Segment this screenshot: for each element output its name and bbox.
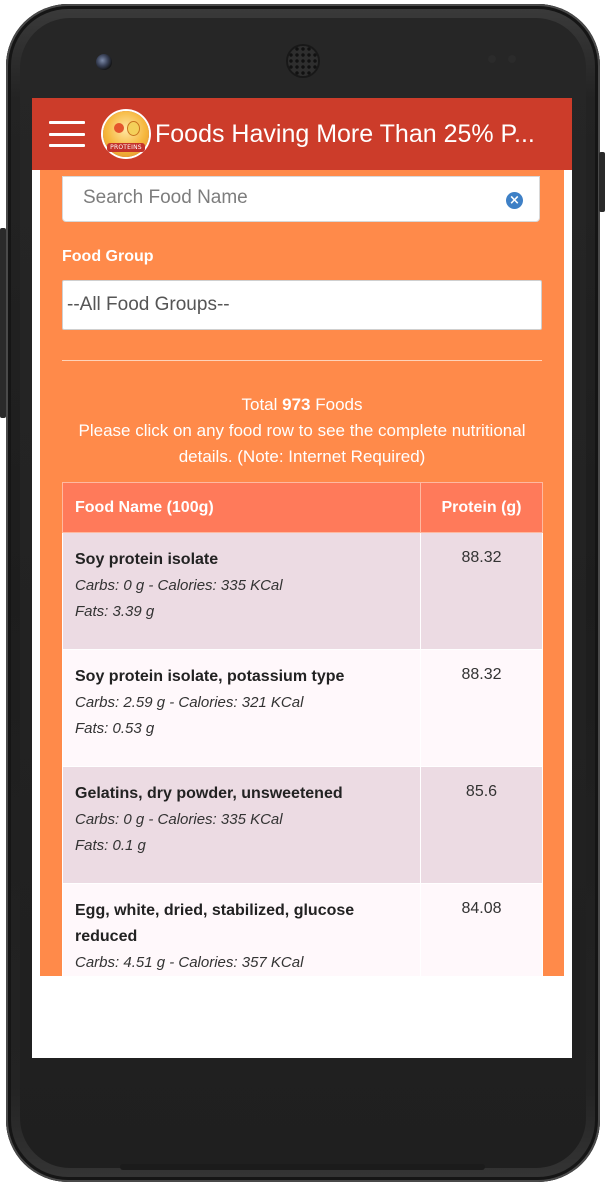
light-sensor-icon bbox=[508, 55, 516, 63]
header-food-name[interactable]: Food Name (100g) bbox=[63, 483, 421, 533]
speaker-grille-icon bbox=[288, 46, 318, 76]
food-group-label: Food Group bbox=[62, 248, 154, 265]
protein-value: 84.08 bbox=[461, 900, 502, 917]
protein-cell[interactable] bbox=[421, 650, 543, 767]
food-table bbox=[62, 482, 543, 976]
total-prefix: Total bbox=[241, 395, 283, 414]
food-group-selected: --All Food Groups-- bbox=[67, 294, 230, 315]
proximity-sensor-icon bbox=[488, 55, 496, 63]
search-input[interactable] bbox=[62, 176, 540, 222]
table-row[interactable] bbox=[63, 533, 543, 650]
instruction-note: Please click on any food row to see the complete nutritional details. (Note: Internet Required) bbox=[78, 421, 526, 466]
phone-bottom-edge bbox=[120, 1164, 485, 1170]
search-placeholder: Search Food Name bbox=[83, 187, 248, 208]
clear-search-icon[interactable]: × bbox=[506, 192, 523, 209]
food-name: Soy protein isolate, potassium type bbox=[75, 668, 345, 685]
protein-cell[interactable] bbox=[421, 533, 543, 650]
food-cell[interactable] bbox=[63, 533, 421, 650]
food-carbs-calories: Carbs: 2.59 g - Calories: 321 KCal bbox=[75, 694, 304, 711]
proteins-logo-icon bbox=[103, 111, 149, 157]
food-group-select[interactable] bbox=[62, 280, 542, 330]
food-cell[interactable] bbox=[63, 767, 421, 884]
logo-text: PROTEINS bbox=[107, 143, 145, 152]
table-row[interactable] bbox=[63, 767, 543, 884]
food-carbs-calories: Carbs: 0 g - Calories: 335 KCal bbox=[75, 577, 283, 594]
food-cell[interactable] bbox=[63, 884, 421, 977]
food-name: Soy protein isolate bbox=[75, 551, 219, 568]
protein-cell[interactable] bbox=[421, 767, 543, 884]
protein-value: 88.32 bbox=[461, 549, 502, 566]
food-name: Egg, white, dried, stabilized, glucose reduced bbox=[75, 902, 355, 945]
table-header-row bbox=[63, 483, 543, 533]
protein-cell[interactable] bbox=[421, 884, 543, 977]
divider bbox=[62, 360, 542, 361]
hamburger-menu-icon[interactable] bbox=[49, 121, 85, 147]
app-bar bbox=[32, 98, 572, 170]
app-screen bbox=[32, 98, 572, 1058]
header-protein[interactable]: Protein (g) bbox=[421, 483, 543, 533]
food-carbs-calories: Carbs: 4.51 g - Calories: 357 KCal bbox=[75, 954, 304, 971]
volume-button bbox=[0, 228, 6, 418]
main-content bbox=[40, 170, 564, 976]
total-count: 973 bbox=[282, 395, 311, 414]
food-fats: Fats: 0.53 g bbox=[75, 720, 155, 737]
food-fats: Fats: 3.39 g bbox=[75, 603, 155, 620]
food-fats: Fats: 0.1 g bbox=[75, 837, 146, 854]
power-button bbox=[599, 152, 605, 212]
total-foods-line bbox=[40, 392, 564, 418]
front-camera-icon bbox=[96, 54, 112, 70]
food-carbs-calories: Carbs: 0 g - Calories: 335 KCal bbox=[75, 811, 283, 828]
protein-value: 88.32 bbox=[461, 666, 502, 683]
table-row[interactable] bbox=[63, 650, 543, 767]
summary-text bbox=[40, 392, 564, 470]
total-suffix: Foods bbox=[310, 395, 363, 414]
food-cell[interactable] bbox=[63, 650, 421, 767]
page-title: Foods Having More Than 25% P... bbox=[155, 119, 535, 148]
food-name: Gelatins, dry powder, unsweetened bbox=[75, 785, 343, 802]
table-row[interactable] bbox=[63, 884, 543, 977]
protein-value: 85.6 bbox=[465, 783, 498, 800]
